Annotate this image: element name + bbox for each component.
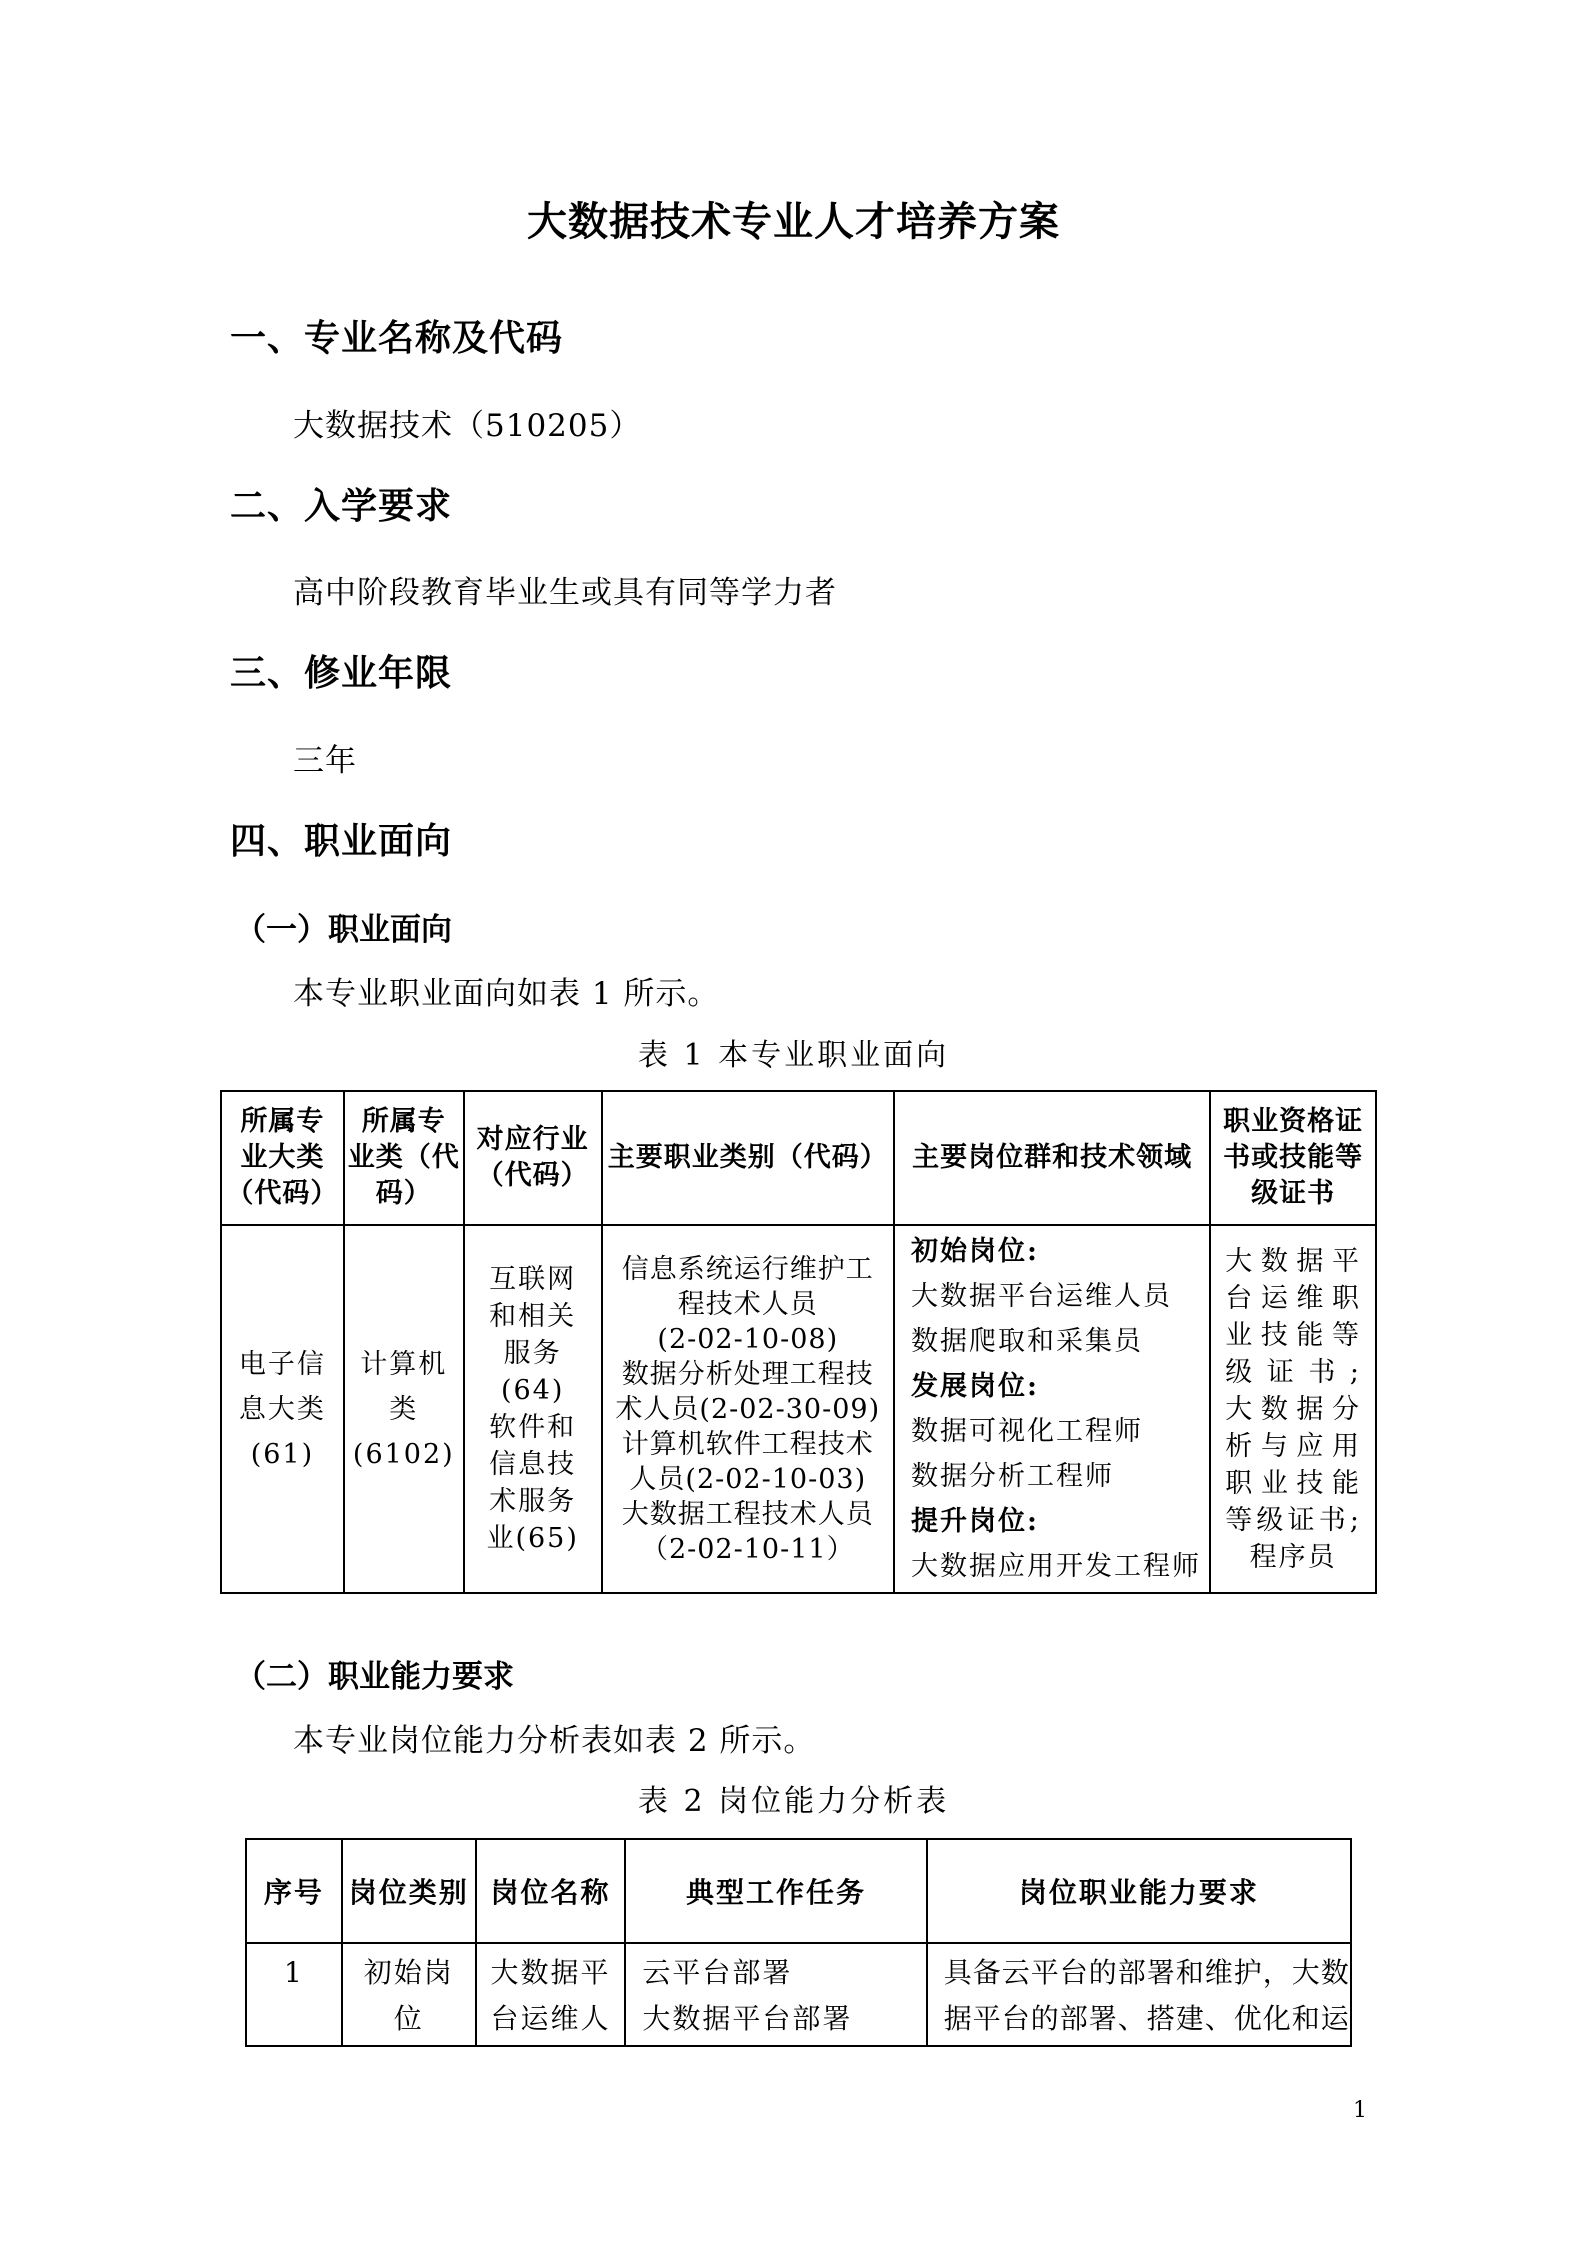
- table-cell-index: 1: [246, 1943, 342, 2046]
- occupation-table: [220, 1090, 1377, 1594]
- header-cell: 主要岗位群和技术领域: [894, 1091, 1210, 1225]
- header-cell: 岗位职业能力要求: [927, 1839, 1351, 1943]
- header-cell: 所属专 业大类 （代码）: [221, 1091, 344, 1225]
- header-cell: 序号: [246, 1839, 342, 1943]
- header-cell: 典型工作任务: [625, 1839, 926, 1943]
- table-cell-position: 大数据平 台运维人: [476, 1943, 626, 2046]
- section-heading-3: 三、修业年限: [230, 653, 453, 694]
- section-heading-1: 一、专业名称及代码: [230, 318, 564, 359]
- table1-caption: 表 1 本专业职业面向: [637, 1038, 950, 1073]
- page-number: 1: [1353, 2098, 1367, 2123]
- table-cell-requirements: 具备云平台的部署和维护，大数 据平台的部署、搭建、优化和运: [927, 1943, 1351, 2046]
- table-cell-certificates: 大数据平 台运维职 业技能等 级证书; 大数据分 析与应用 职业技能 等级证书; 程序员: [1210, 1225, 1376, 1593]
- table-cell-industry: 互联网 和相关 服务 (64) 软件和 信息技 术服务 业(65): [464, 1225, 602, 1593]
- table-cell-tasks: 云平台部署 大数据平台部署: [625, 1943, 926, 2046]
- table-row: [246, 1943, 1351, 2046]
- section-text-1: 大数据技术（510205）: [293, 408, 642, 444]
- table-cell-category: 初始岗 位: [342, 1943, 476, 2046]
- header-cell: 所属专 业类（代 码）: [344, 1091, 464, 1225]
- table-cell-occupations: 信息系统运行维护工 程技术人员 (2-02-10-08) 数据分析处理工程技 术人员(2-02-30-09) 计算机软件工程技术 人员(2-02-10-03) 大数据工程技术人员 （2-02-10-11）: [602, 1225, 894, 1593]
- page-title: 大数据技术专业人才培养方案: [527, 199, 1060, 245]
- header-cell: 岗位名称: [476, 1839, 626, 1943]
- table-row: [221, 1225, 1376, 1593]
- section-heading-2: 二、入学要求: [230, 486, 453, 527]
- table-cell-category: 电子信 息大类 (61): [221, 1225, 344, 1593]
- table-cell-class: 计算机 类 (6102): [344, 1225, 464, 1593]
- header-cell: 岗位类别: [342, 1839, 476, 1943]
- header-cell: 对应行业 （代码）: [464, 1091, 602, 1225]
- section-text-3: 三年: [293, 743, 357, 779]
- ability-table: [245, 1838, 1352, 2047]
- table-header-row: [246, 1839, 1351, 1943]
- subsection-heading-2: （二）职业能力要求: [235, 1659, 514, 1695]
- table-cell-positions: 初始岗位: 大数据平台运维人员 数据爬取和采集员 发展岗位: 数据可视化工程师 数据分析工程师 提升岗位: 大数据应用开发工程师: [894, 1225, 1210, 1593]
- header-cell: 主要职业类别（代码）: [602, 1091, 894, 1225]
- subsection-text-2: 本专业岗位能力分析表如表 2 所示。: [293, 1723, 816, 1759]
- subsection-text-1: 本专业职业面向如表 1 所示。: [293, 976, 720, 1012]
- table2-caption: 表 2 岗位能力分析表: [637, 1784, 950, 1819]
- section-heading-4: 四、职业面向: [230, 821, 453, 862]
- section-text-2: 高中阶段教育毕业生或具有同等学力者: [293, 575, 837, 611]
- header-cell: 职业资格证 书或技能等 级证书: [1210, 1091, 1376, 1225]
- table-header-row: [221, 1091, 1376, 1225]
- subsection-heading-1: （一）职业面向: [235, 912, 452, 948]
